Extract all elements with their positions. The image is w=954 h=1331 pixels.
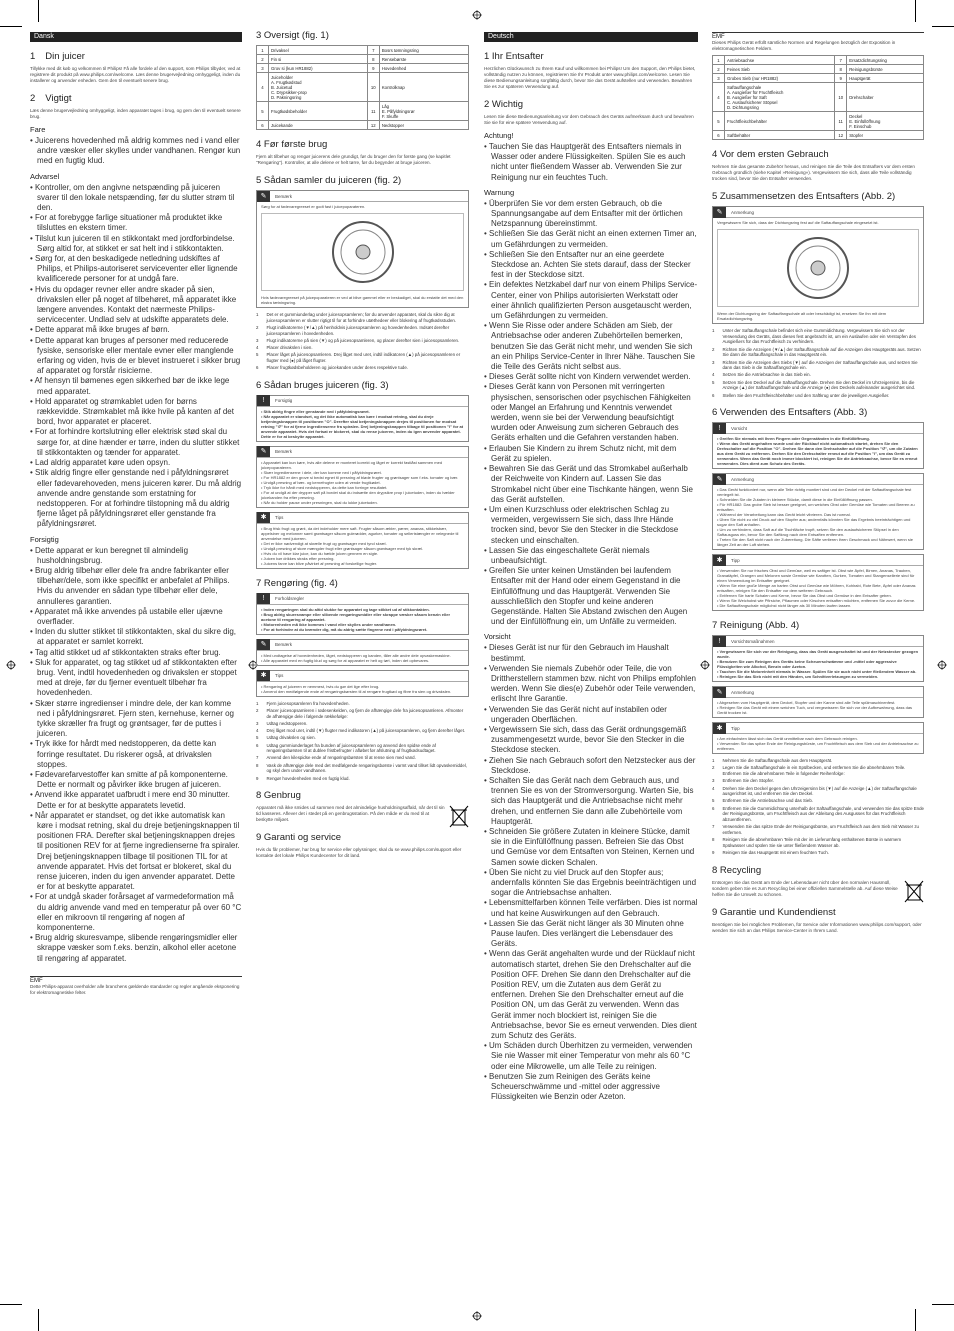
list-item: • Für HR1882: Das grobe Sieb ist besser geeignet, um weiches Obst oder Gemüse wie Tomaten und Beeren zu entsaften. (717, 502, 915, 513)
tip-icon: ✱ (257, 512, 270, 523)
list-item: • Rengøring af juiceren er nemmest, hvis du gør det lige efter brug. (261, 683, 380, 689)
list-item: • Tryk ikke for hårdt med nedstopperen, da dette kan forringe resultatet. Du riskerer også, at drivakslen stoppes. (30, 739, 242, 770)
note-box: ✎ Anmerkung Vergewissern Sie sich, dass der Dichtungsring fest auf die Saftauffangschale eingesetzt ist. Wenn der Dichtungsring der Saftauffangschale alt oder beschädigt ist, ersetzen Sie ihn mit dem Ersatzdichtungsring. (712, 206, 924, 324)
list-item: • Stik aldrig fingre eller genstande ned i påfyldningsrøret eller fødevarehoveden, mens juiceren kører. Du må aldrig anvende andre genstande som erstatning for nedstopperen. For at forhindre tilstopning må du aldrig fjerne låget på påfyldningsrøret eller genstande fra påfyldningsrøret. (30, 468, 242, 529)
part-number: 1 (713, 56, 725, 65)
part-number: 9 (835, 74, 847, 83)
part-number: 12 (835, 131, 847, 140)
list-item: • Schließen Sie den Entsafter nur an eine geerdete Steckdose an. Achten Sie stets darauf, dass der Stecker fest in der Steckdose sitzt. (484, 250, 698, 281)
table-row (713, 112, 924, 131)
table-row (713, 74, 924, 83)
table-row (713, 65, 924, 74)
section-heading: 5 Sådan samler du juiceren (fig. 2) (256, 175, 402, 186)
part-name: Bosrs tømningsring (379, 46, 468, 55)
list-item: • Bewahren Sie das Gerät und das Stromkabel außerhalb der Reichweite von Kindern auf. Lassen Sie das Stromkabel nicht über eine Tischkante hängen, wenn Sie das Gerät aufstellen. (484, 464, 698, 505)
table-row (713, 131, 924, 140)
part-name: Fin si (269, 55, 368, 64)
part-number: 9 (367, 64, 379, 73)
list-item: • Lebensmittelfarben können Teile verfärben. Dies ist normal und hat keine Auswirkungen auf den Gebrauch. (484, 898, 698, 918)
pencil-icon: ✎ (257, 446, 270, 457)
list-item: • Tryk ikke for hårdt med nedstopperen, da dette kan forringe resultatet. (261, 484, 388, 490)
part-name: Stopfer (847, 131, 924, 140)
list-item: • Brug aldrig skuresvampe, slibende rengøringsmidler eller skrappe væsker som f.eks. benzin, alkohol eller acetone til rengøring af apparatet. (30, 933, 242, 964)
list-item: • Tag altid stikket ud af stikkontakten straks efter brug. (30, 648, 242, 658)
list-item: • Juicen bør drikkes straks efter presning. (261, 555, 335, 561)
part-number: 3 (713, 74, 725, 83)
list-item: • Üben Sie nicht zu viel Druck auf den Stopfer aus; andernfalls könnten Sie das Ergebnis beeinträchtigen und sogar die Antriebsachse anhalten. (484, 868, 698, 899)
part-number: 10 (367, 73, 379, 102)
step-item: 5 Entfernen Sie die Antriebsachse und das Sieb. (712, 798, 814, 804)
list-item: • Treten Sie den Saft nicht nach der Zubereitung. Die Säfte verlieren ihren Geschmack und Nährwert, wenn sie länger Zeit an der Luft stehen. (717, 537, 913, 548)
part-number: 6 (257, 121, 269, 130)
step-item: 2 Placer juicesopsamleren i rødesenkelden, og fjern de afhængige dele fra juicesopsamleren. Afmonter de afhængige dele i følgende rækkefølge: (256, 708, 464, 719)
list-item: • Apparatet kan kun køre, hvis alle delene er monteret korrekt og låget er korrekt fastlåst sammen med juicepoparateren. (261, 459, 443, 470)
list-item: • Abgesehen vom Hauptgerät, dem Deckel, Stopfer und der Kanne sind alle Teile spülmaschinenfest. (717, 700, 896, 706)
part-name: Grobes Sieb (nur HR1882) (725, 74, 835, 83)
parts-table (712, 55, 924, 140)
list-item: • Um Schäden durch Überhitzen zu vermeiden, verwenden Sie nie Wasser mit einer Temperatur von mehr als 60 °C oder eine Mikrowelle, um alle Teile zu reinigen. (484, 1041, 698, 1072)
list-item: • Tauchen Sie das Hauptgerät des Entsafters niemals in Wasser oder andere Flüssigkeiten. Spülen Sie es auch nicht unter fließendem Wasser ab. Verwenden Sie zur Reinigung nur ein feuchtes Tuch. (484, 142, 698, 183)
pencil-icon: ✎ (257, 191, 270, 202)
list-item: • Benutzen Sie zum Reinigen des Geräts keine Scheuerschwämme und -mittel oder aggressive Flüssigkeiten wie Alkohol, Benzin oder Azeton. (717, 659, 897, 670)
step-item: 3 Udtag nedstopperen. (256, 720, 308, 726)
list-item: • Brug aldrig skuresvampe eller slibende rengøringsmidler eller skrappe væsker såsom benzin eller acetone til rengøring af apparatet. (261, 611, 451, 622)
list-item: • Med undtagelse af hovedenheden, låget, nedstopperen og kanden, tåler alle andre dele opvaskemaskine. (261, 652, 451, 658)
warning-icon: ! (713, 636, 726, 647)
list-item: • Apparatet må ikke anvendes på ustabile eller ujævne overflader. (30, 607, 242, 627)
list-item: • Vergewissern Sie sich, dass das Gerät ordnungsgemäß zusammengesetzt wurde, bevor Sie den Stecker in die Steckdose stecken. (484, 725, 698, 756)
part-number: 8 (367, 55, 379, 64)
list-item: • Inden du slutter stikket til stikkontakten, skal du sikre dig, at apparatet er samlet korrekt. (30, 627, 242, 647)
step-item: 1 Nehmen Sie die Saftauffangschale aus dem Hauptgerät. (712, 758, 833, 764)
pencil-icon: ✎ (713, 474, 726, 485)
part-name: Feines Sieb (725, 65, 835, 74)
assembly-steps (712, 328, 924, 398)
tip-icon: ✱ (713, 723, 726, 734)
section-text: Benötigen Sie bei möglichen Problemen, für Service oder Informationen www.philips.com/support, oder wenden Sie sich an das Philips Service-Center in Ihrem Land. (712, 921, 922, 933)
cleaning-steps (712, 758, 924, 856)
part-name: Kontrolknap (379, 73, 468, 102)
warning-icon: ! (257, 593, 270, 604)
part-name: Drivaksel (269, 46, 368, 55)
section-heading: 1 Ihr Entsafter (484, 51, 544, 62)
seal-ring-figure (717, 229, 919, 307)
step-item: 1 Unter der Saftauffangschale befindet sich eine Gummidichtung. Vergewissern Sie sich vor der Verwendung des Geräts, dass dieses fest angebracht ist, um ein Auslaufen oder ein Verstopfen des Ausgießers für das Fruchtfleisch zu verhindern. (712, 328, 917, 345)
step-item: 5 Udtag drivakslen og sien. (256, 735, 316, 741)
column-danish-1 (30, 0, 242, 996)
part-name: Saftbehälter (725, 131, 835, 140)
list-item: • Dette apparat må ikke bruges af børn. (30, 325, 242, 335)
section-text: Herzlichen Glückwunsch zu Ihrem Kauf und willkommen bei Philips! Um den Support, den Philips bietet, vollständig nutzen zu können, registrieren Sie Ihr Produkt unter www.philips.com/welcome. Lesen Sie diese Bedienungsanleitung sorgfältig durch, bevor Sie das Gerät aufstellen und verwenden. Bewahren Sie es zur späteren Verwendung auf. (484, 66, 696, 89)
step-item: 4 Placer drivakslen i sien. (256, 345, 313, 351)
step-item: 2 Richten Sie die Anzeigen (▼/▲) der Saftauffangschale auf die Anzeigen des Hauptgeräts aus. Setzen Sie dann die Saftauffangschale in das Hauptgerät ein. (712, 346, 921, 358)
registration-mark-icon (700, 660, 710, 670)
step-item: 8 Vask de afhængige dele med det medfølgende rengøringsbørste i varmt vand tillset lidt opvaskemiddel, og skyl dem under vandhanen. (256, 762, 467, 774)
caution-list (484, 643, 698, 1102)
crop-mark (0, 26, 22, 27)
step-item: 5 Placer låget på juicesopsamleren. Drej låget med uret, indtil indikatoren (▲) på juicesopsamleren er flugter med (●) på låget flugter. (256, 352, 461, 363)
list-item: • Verwenden Sie das Gerät nicht auf instabilen oder ungeraden Oberflächen. (484, 705, 698, 725)
list-item: • Greifen Sie unter keinen Umständen bei laufendem Entsafter mit der Hand oder einem Gegenstand in die Einfüllöffnung und das Hauptgerät. Verwenden Sie ausschließlich den Stopfer und keine anderen Gegenstände. Halten Sie Abstand zwischen den Augen und der Einfüllöffnung ein, um Unfälle zu vermeiden. (484, 566, 698, 627)
step-item: 3 Entfernen Sie den Stopfer. (712, 778, 774, 784)
part-number: 11 (835, 112, 847, 131)
list-item: • Reinigen Sie das Gerät mit einem weichen Tuch, und vergewissern Sie sich vor der Aufbewahrung, dass das Gerät trocken ist. (717, 705, 913, 716)
list-item: • Skær større ingredienser i mindre dele, der kan komme ned i påfyldningsrøret. Fjern sten, kernehuse, kerner og tykke skræller fra frugt og grøntsager, før de puttes i juiceren. (30, 699, 242, 740)
step-item: 6 Entfernen Sie die Gummidichtung unterhalb der Saftauffangschale, und verwenden Sie das spitze Ende der Reinigungsbürste, um Fruchtfleisch aus der Ableitung des Ausgusses für das Fruchtfleisch abzuentfernen. (712, 805, 924, 823)
registration-mark-icon (472, 1311, 482, 1321)
part-name: Rensebørste (379, 55, 468, 64)
crop-mark (915, 1309, 916, 1331)
list-item: • Wenn das Gerät angehalten wurde und der Rücklauf nicht automatisch startet, drehen Sie den Drehschalter auf die Position OFF. Drehen Sie dann den Drehschalter auf die Position REV, um die Zutaten aus dem Gerät zu entfernen. Drehen Sie den Drehschalter erneut auf die Position ON, um das Gerät zu verwenden. Wenn das Gerät immer noch blockiert ist, reinigen Sie die Antriebsachse, bevor Sie es erneut verwenden. Dies dient zum Schutz des Geräts. (484, 949, 698, 1041)
list-item: • For at undgå at der drypper saft på bordet skal du indsætte den drypsikre prop i juicetuden, inden du hælder juicekanden fra efter presning. (261, 489, 455, 500)
list-item: • Når du holder pause under presningen, skal du lukke juicetuden. (261, 499, 378, 505)
part-name: Reinigungsbürste (847, 65, 924, 74)
list-item: • Verwenden Sie nur frisches Obst und Gemüse, weil es saftiger ist. Obst wie Äpfel, Birnen, Ananas, Trauben, Granatäpfel, Orangen und Melonen sowie Gemüse wie Karotten, Gurken, Tomaten und Stangensellerie sind für einen Verwendung im Entsafter geeignet. (717, 568, 915, 584)
part-name: Låg E. Påfyldningsrør F. Skuffe (379, 102, 468, 121)
step-item: 9 Reinigen Sie das Hauptgerät mit einem feuchten Tuch. (712, 850, 829, 856)
part-number: 4 (257, 73, 269, 102)
list-item: • Af hensyn til bømenes egen sikkerhed bør de ikke lege med apparatet. (30, 376, 242, 396)
list-item: • Erlauben Sie Kindern zu ihrem Schutz nicht, mit dem Gerät zu spielen. (484, 444, 698, 464)
recycle-bin-icon (904, 880, 924, 904)
section-heading: 3 Oversigt (fig. 1) (256, 30, 329, 41)
part-number: 1 (257, 46, 269, 55)
section-text: Læs denne brugervejledning omhyggeligt, inden apparatet tages i brug, og gem den til eventuelt senere brug. (30, 108, 241, 119)
section-heading: 5 Zusammensetzen des Entsafters (Abb. 2) (712, 191, 896, 202)
language-tab: Deutsch (484, 32, 698, 42)
list-item: • Vergewissern Sie sich vor der Reinigung, dass das Gerät ausgeschaltet ist und der Netzstecker gezogen wurde. (717, 649, 919, 660)
registration-mark-icon (6, 660, 16, 670)
list-item: • Schneiden Sie die Zutaten in kleinere Stücke, damit diese in die Einfüllöffnung passen. (717, 497, 873, 503)
list-item: • Wenn Sie Weichobst wie Pfirsiche, Pflaumen oder Kirschen entsaften möchten, entfernen Sie zuvor die Kerne. (717, 598, 916, 604)
column-german-1 (484, 0, 698, 1102)
list-item: • Um zu verhindern, dass Saft auf die Tischfläche tropft, setzen Sie den auslaufsicheren Stöpsel in den Saftausguss ein, bevor Sie den Saftkrug nach dem Entsaften entfernen. (717, 527, 899, 538)
step-item: 9 Rengør hovedenheden med en fugtig klud. (256, 775, 350, 781)
warning-list (484, 199, 698, 628)
caution-box: ! Vorsicht • Greifen Sie niemals mit Ihren Fingern oder Gegenständen in die Einfüllöffnung. • Wenn das Gerät angehalten wurde und der Rücklauf nicht automatisch startet, drehen Sie den Drehschalter auf die Position "O". Drehen Sie dann den Drehschalter auf die Position "↺", um die Zutaten aus dem Gerät zu entfernen. Drehen Sie den Drehschalter erneut auf die Position "I", um das Gerät zu verwenden. Wenn das Gerät noch immer blockiert ist, reinigen Sie die Antriebsachse, bevor Sie es erneut verwenden. Dies dient zum Schutz des Geräts. (712, 422, 924, 469)
part-number: 2 (713, 65, 725, 74)
list-item: • Überprüfen Sie vor dem ersten Gebrauch, ob die Spannungsangabe auf dem Entsafter mit der örtlichen Netzspannung übereinstimmt. (484, 199, 698, 230)
part-number: 5 (713, 112, 725, 131)
tip-box: ✱ Tipp • Am einfachsten lässt sich das Gerät unmittelbar nach dem Gebrauch reinigen. • Verwenden Sie das spitze Ende der Reinigungsbürste, um Fruchtfleisch aus dem Sieb und der Antriebsachse zu entfernen. (712, 722, 924, 754)
list-item: • Wenn Sie eine große Menge an harten Obst und Gemüse wie Möhren, Kohlrabi, Rote Bete, Äpfel oder Ananas entsaften, reinigen Sie den Entsafter vor dem weiteren Gebrauch. (717, 583, 916, 594)
emf-text: Dette Philips-apparat overholder alle branchens gældende standarder og regler angående eksponering for elektromagnetiske felter. (30, 983, 240, 995)
step-item: 6 Udtag gummiunderlaget fra bunden af juicesopsamleren og anvend den spidse ende af rengøringsbørsten til at dublee fristbefrugter i afløbet før afslutning af frugtkødsudtaget. (256, 742, 436, 754)
list-item: • Dieses Gerät kann von Personen mit verringerten physischen, sensorischen oder psychischen Fähigkeiten oder Mangel an Erfahrung und Kenntnis verwendet werden, wenn sie bei der Verwendung beaufsichtigt wurden oder Anweisung zum sicheren Gebrauch des Geräts erhalten und die Gefahren verstanden haben. (484, 382, 698, 443)
note-box: ✎ Anmerkung • Abgesehen vom Hauptgerät, dem Deckel, Stopfer und der Kanne sind alle Teile spülmaschinenfest. • Reinigen Sie das Gerät mit einem weichen Tuch, und vergewissern Sie sich vor der Aufbewahrung, dass das Gerät trocken ist. (712, 686, 924, 718)
step-item: 5 Setzen Sie den Deckel auf die Saftauffangschale. Drehen Sie den Deckel im Uhrzeigersinn, bis die Anzeige (▲) der Saftauffangschale und die Anzeige (●) des Deckels aufeinander ausgerichtet sind. (712, 379, 916, 391)
list-item: • Üben Sie nicht zu viel Druck auf den Stopfer aus; andernfalls könnten Sie das Ergebnis beeinträchtigen und sogar den Saft anhalten. (717, 517, 911, 528)
list-item: • Sluk for apparatet, og tag stikket ud af stikkontakten efter brug. Vent, indtil hovedenheden og drivakslen er stoppet med at dreje, før du fjerner eventuelt tilbehør fra hovedenheden. (30, 658, 242, 699)
crop-mark (38, 1309, 39, 1331)
note-box: ✎ Bemærk Sørg for at fødevaregreeset er godt fast i juicepoparateren. Hvis fødevaregreeset på juicepoparateren er ved at blive gammel eller er beskadiget, skal du erstatte det med den ekstra tætningsring. (256, 190, 469, 308)
table-row (257, 121, 469, 130)
pencil-icon: ✎ (257, 639, 270, 650)
tip-icon: ✱ (257, 670, 270, 681)
crop-mark (0, 1304, 22, 1305)
registration-mark-icon (472, 10, 482, 20)
caution-box: ! Vorsichtsmaßnahmen • Vergewissern Sie sich vor der Reinigung, dass das Gerät ausgeschaltet ist und der Netzstecker gezogen wurde. • Benutzen Sie zum Reinigen des Geräts keine Scheuerschwämme und -mittel oder aggressive Flüssigkeiten wie Alkohol, Benzin oder Azeton. • Tauchen Sie die Motoreinheit niemals in Wasser. Spülen Sie sie auch nicht unter fließendem Wasser ab. • Reinigen Sie das Sieb nicht mit den Händen, um Schnittverletzungen zu vermeiden. (712, 635, 924, 682)
part-name: Saftauffangschale A. Ausgießer für Fruchtfleisch B. Ausgießer für Saft C. Auslaufsicherer Stöpsel D. Dichtungsring (725, 83, 835, 112)
step-item: 4 Setzen Sie die Antriebsachse in das Sieb ein. (712, 372, 811, 378)
section-heading: 7 Rengøring (fig. 4) (256, 577, 338, 589)
tip-box: ✱ Tips • Brug frisk frugt og grønt, da det indeholder mere saft. Frugter såsom æbler, pærer, ananas, stikkelsbær, appelsiner og melonner samt grøntsager såsom gulerødder, agurker, tomater og selleristængler er velegnede til anvendelse med juiceren. • Det er ikke nødvendigt at skrælle frugt og grøntsager med tynd skræl. • Undgå presning af store mængder frugt eller grøntsager såsom grøntsager med tyk skræl. • Hvis du vil have klar juice, kan du hælde juicen gennem en sigte. • Juicen bør drikkes straks efter presning. • Juicens farve kan blive påvirket af presning af forskellige frugter. (256, 512, 469, 569)
table-row (257, 46, 469, 55)
list-item: • Hold apparatet og strømkablet uden for børns rækkevidde. Strømkablet må ikke hvile på kanten af det bord, hvor apparatet er placeret. (30, 397, 242, 428)
section-heading: 6 Verwenden des Entsafters (Abb. 3) (712, 407, 868, 419)
list-item: • Während der Verarbeitung kann das Gerät leicht vibrieren. Das ist normal. (717, 512, 851, 518)
list-item: • Um einen Kurzschluss oder elektrischen Schlag zu vermeiden, vergewissern Sie sich, dass Ihre Hände trocken sind, bevor Sie den Stecker in die Steckdose stecken und einschalten. (484, 505, 698, 546)
list-item: • Dieses Gerät sollte nicht von Kindern verwendet werden. (484, 372, 698, 382)
part-number: 12 (367, 121, 379, 130)
list-item: • Brug frisk frugt og grønt, da det indeholder mere saft. Frugter såsom æbler, pærer, ananas, stikkelsbær, appelsiner og melonner samt grøntsager såsom gulerødder, agurker, tomater og selleristængler er velegnede til anvendelse med juiceren. (261, 525, 459, 541)
step-item: 6 Stellen Sie den Fruchtfleischbehälter und den Saftkrug unter die jeweiligen Ausgießer. (712, 392, 890, 398)
part-name: Nedstopper (379, 121, 468, 130)
part-number: 11 (367, 102, 379, 121)
section-text: Hvis du får problemer, har brug for service eller oplysninger, skal du se www.philips.com/support eller kontakte det lokale Philips Kundecenter for dit land. (256, 847, 462, 859)
list-item: • Kontroller, om den angivne netspænding på juiceren svarer til den lokale netspænding, før du slutter strøm til den. (30, 183, 242, 214)
tip-icon: ✱ (713, 555, 726, 566)
list-item: • Tauchen Sie die Motoreinheit niemals in Wasser. Spülen Sie sie auch nicht unter fließendem Wasser ab. (717, 669, 917, 675)
part-number: 7 (835, 56, 847, 65)
section-heading: 1 Din juicer (30, 51, 85, 62)
part-name: Fruchtfleischbehälter (725, 112, 835, 131)
list-item: • Schneiden Sie größere Zutaten in kleinere Stücke, damit sie in die Einfüllöffnung passen. Befreien Sie das Obst und Gemüse vor dem Entsaften von Steinen, Kernen und Samen sowie dicken Schalen. (484, 827, 698, 868)
subheading-caution: Forsigtig (30, 534, 59, 544)
caution-box: ! Forsigtig • Stik aldrig fingre eller genstande ned i påfyldningsrøret. • Når apparatet er standset, og det ikke automatisk kan køre i modsat retning, skal du dreje betjeningsknappen til positionen "O". Derefter skal betjeningsknappen drejes til positionen for modsat retning "↺" for at fjerne ingredienserne fra spiralen. Drej betjeningsknappen tilbage til positionen "I" for at anvende apparatet. Hvis det fortsat er blokeret, skal du rense juiceren, inden du igen anvender apparatet. Dette er for at beskytte apparatet. (256, 395, 469, 442)
list-item: • Sørg for, at den beskadigede netledning udskiftes af Philips, et Philips-autoriseret serviceventer eller lignende kvalificerede personer for at undgå fare. (30, 254, 242, 285)
list-item: • Fødevarefarvestoffer kan smitte af på komponenterne. Dette er normalt og påvirker ikke brugen af juiceren. (30, 770, 242, 790)
part-name: Hovedenhed (379, 64, 468, 73)
table-row (257, 102, 469, 121)
part-name: Deckel E. Einfüllöffnung F. Einschub (847, 112, 924, 131)
list-item: • Stik aldrig fingre eller genstande ned i påfyldningsrøret. (261, 408, 370, 414)
part-number: 7 (367, 46, 379, 55)
list-item: • For at forebygge farlige situationer må produktet ikke tilsluttes en ekstern timer. (30, 213, 242, 233)
part-name: Hauptgerät (847, 74, 924, 83)
pencil-icon: ✎ (713, 207, 726, 218)
table-row (257, 64, 469, 73)
assembly-steps (256, 312, 469, 371)
part-name: Ersatzdichtungsring (847, 56, 924, 65)
section-heading: 2 Wichtig (484, 99, 524, 110)
section-heading: 4 Før første brug (256, 139, 328, 150)
list-item: • Die Saftauffangschale möglichst nicht länger als 30 Minuten laufen lassen. (717, 603, 852, 609)
part-number: 5 (257, 102, 269, 121)
step-item: 4 Drehen Sie den Deckel gegen den Uhrzeigersinn bis (▼) auf die Anzeige (▲) der Saftauffangschale ausgerichtet ist, und entfernen Sie den Deckel. (712, 785, 917, 797)
note-box: ✎ Bemærk • Med undtagelse af hovedenheden, låget, nedstopperen og kanden, tåler alle andre dele opvaskemaskine. • Alle apparatet med en fugtig klud og sørg for at apparatet er helt og tørt, inden det opbevares. (256, 639, 469, 666)
list-item: • Am einfachsten lässt sich das Gerät unmittelbar nach dem Gebrauch reinigen. (717, 736, 858, 742)
part-number: 4 (713, 83, 725, 112)
emf-label: EMF (30, 976, 242, 984)
list-item: • Entfernen Sie harte Schalen und Kerne, bevor Sie das Obst und Gemüse in den Entsafter geben. (717, 593, 892, 599)
table-row (257, 73, 469, 102)
list-item: • Ziehen Sie nach Gebrauch sofort den Netzstecker aus der Steckdose. (484, 756, 698, 776)
part-number: 3 (257, 64, 269, 73)
pencil-icon: ✎ (713, 687, 726, 698)
section-heading: 6 Sådan bruges juiceren (fig. 3) (256, 379, 389, 391)
list-item: • Dette apparat kan bruges af personer med reducerede fysiske, sensoriske eller mentale evner eller manglende erfaring og viden, hvis de er blevet instrueret i sikker brug af apparatet og forstår risicierne. (30, 336, 242, 377)
subheading-caution: Vorsicht (484, 632, 511, 642)
step-item: 1 Det er et gummiunderlag under juicesopsamleren; før du anvender apparatet, skal du sikre dig at juicesopsamleren er slutter rigtigt til for at forhindre utæthedeer eller blokering af frugtkødsstuden. (256, 312, 457, 323)
list-item: • Benutzen Sie zum Reinigen des Geräts keine Scheuerschwämme und -mittel oder aggressive Flüssigkeiten wie Benzin oder Azeton. (484, 1072, 698, 1103)
list-item: • Lassen Sie das Gerät nicht länger als 30 Minuten ohne Pause laufen. Dies verlängert die Lebensdauer des Geräts. (484, 919, 698, 950)
table-row (713, 56, 924, 65)
table-row (713, 83, 924, 112)
section-heading: 8 Genbrug (256, 790, 301, 802)
column-danish-2 (256, 0, 469, 859)
list-item: • Das Gerät funktioniert nur, wenn alle Teile richtig montiert sind und der Deckel mit der Saftauffangschale fest verriegelt ist. (717, 487, 912, 498)
seal-ring-figure (261, 213, 464, 291)
step-item: 7 Verwenden Sie das spitze Ende der Reinigungsbürste, um Fruchtfleisch aus dem Sieb mit Wasser zu entfernen. (712, 824, 919, 835)
list-item: • Undgå presning af bær- og kernefrugter uden at vende frugtkødet. (261, 479, 381, 485)
list-item: • For at forhindre at du brænder dig, må du aldrig sætte fingrene ned i påfyldningsrøret. (261, 626, 428, 632)
subheading-danger: Achtung! (484, 131, 514, 140)
list-item: • Schließen Sie das Gerät nicht an einen externen Timer an, um Gefährdungen zu vermeiden. (484, 229, 698, 249)
step-item: 6 Placer frugtkødsbeholderen og juicekanden under deres respektive tude. (256, 365, 409, 371)
tip-box: ✱ Tips • Rengøring af juiceren er nemmest, hvis du gør det lige efter brug. • Anvend den medfølgende ende af rengøringsbørsten til at rengøre frugtkød og fibre fra sien og drivakslen. (256, 670, 469, 697)
list-item: • For at forhindre kortslutning eller elektrisk stød skal du sørge for, at dine hænder er tørre, inden du slutter stikket til stikkontakten og tænder for apparatet. (30, 427, 242, 458)
section-heading: 4 Vor dem ersten Gebrauch (712, 149, 829, 160)
list-item: • Skær ingredienserne i dele, der kan komme ned i påfyldningsrøret. (261, 469, 382, 475)
recycle-bin-icon (449, 805, 469, 829)
list-item: • Undgå presning af store mængder frugt eller grøntsager såsom grøntsager med tyk skræl. (261, 545, 424, 551)
list-item: • Schalten Sie das Gerät nach dem Gebrauch aus, und trennen Sie es von der Stromversorgung. Warten Sie, bis sich das Hauptgerät und die Antriebsachse nicht mehr drehen, und entfernen Sie dann alle Zubehörteile vom Hauptgerät. (484, 776, 698, 827)
list-item: • Wenn Sie Risse oder andere Schäden am Sieb, der Antriebsachse oder anderen Zubehörteilen bemerken, benutzen Sie das Gerät nicht mehr, und wenden Sie sich an ein Philips Service-Center in Ihrer Nähe. Tauschen Sie die Teile des Geräts nicht selbst aus. (484, 321, 698, 372)
cleaning-steps (256, 701, 469, 781)
part-number: 2 (257, 55, 269, 64)
list-item: • Wenn das Gerät angehalten wurde und der Rücklauf nicht automatisch startet, drehen Sie den Drehschalter auf die Position "O". Drehen Sie dann den Drehschalter auf die Position "↺", um die Zutaten aus dem Gerät zu entfernen. Drehen Sie den Drehschalter erneut auf die Position "I", um das Gerät zu verwenden. Wenn das Gerät noch immer blockiert ist, reinigen Sie die Antriebsachse, bevor Sie es erneut verwenden. Dies dient zum Schutz des Geräts. (717, 441, 918, 467)
list-item: • Motorenheden må ikke kommes i vand eller skylles under vandhanen. (261, 621, 397, 627)
list-item: • Dette apparat er kun beregnet til almindelig husholdningsbrug. (30, 546, 242, 566)
list-item: • Tilslut kun juiceren til en stikkontakt med jordforbindelse. Sørg altid for, at stikket er sat helt ind i stikkontakten. (30, 234, 242, 254)
section-heading: 9 Garantie und Kundendienst (712, 906, 836, 918)
list-item: • Verwenden Sie niemals Zubehör oder Teile, die von Drittherstellern stammen bzw. nicht von Philips empfohlen werden. Wenn Sie dies(e) Zubehör oder Teile verwenden, erlischt Ihre Garantie. (484, 664, 698, 705)
part-name: Drehschalter (847, 83, 924, 112)
section-text: Fjern alt tilbehør og rengør juicerens dele grundigt, før du bruger den for første gang (se kapitlet "Rengøring"). Kontroller, at alle delene er helt tørre, før du begynder at bruge juiceren. (256, 154, 451, 165)
section-heading: 7 Reinigung (Abb. 4) (712, 620, 800, 632)
part-number: 8 (835, 65, 847, 74)
list-item: • Når apparatet er standset, og det ikke automatisk kan køre i modsat retning, skal du dreje betjeningsknappen til positionen FRA. Derefter skal betjeningsknappen drejes til positionen REV for at fjerne ingredienserne fra spiraler. Drej betjeningsknappen tilbage til positionen TIL for at anvende apparatet. Hvis det fortsat er blokeret, skal du rense juiceren, inden du igen anvender apparatet. Dette er for at beskytte apparatet. (30, 811, 242, 893)
section-heading: 8 Recycling (712, 864, 762, 876)
table-row (257, 55, 469, 64)
language-tab: Dansk (30, 32, 242, 42)
warning-icon: ! (713, 423, 726, 434)
subheading-warning: Advarsel (30, 171, 60, 181)
warning-list (30, 183, 242, 530)
crop-mark (932, 26, 954, 27)
list-item: • For HR1882 er den grove si bedst egnet til presning af bløde frugter og grøntsager som f.eks. tomater og bær. (261, 474, 459, 480)
part-number: 10 (835, 83, 847, 112)
step-item: 7 Anvend den kilespidse ende af rengøringsbørsten til at rense sien med vand. (256, 755, 416, 761)
list-item: • Lassen Sie das eingeschaltete Gerät niemals unbeaufsichtigt. (484, 546, 698, 566)
list-item: • Juicerens hovedenhed må aldrig kommes ned i vand eller andre væsker eller skylles under vandhanen. Rengør kun med en fugtig klud. (30, 136, 242, 167)
list-item: • Juicens farve kan blive påvirket af presning af forskellige frugter. (261, 560, 378, 566)
list-item: • Hvis du opdager revner eller andre skader på sien, drivakslen eller på noget af tilbehøret, må apparatet ikke længere anvendes. Kontakt det nærmeste Philips-servicecenter. Undlad selv at udskifte apparatets dele. (30, 285, 242, 326)
section-heading: 9 Garanti og service (256, 832, 342, 844)
emf-label: EMF (712, 32, 924, 40)
list-item: • Reinigen Sie das Sieb nicht mit den Händen, um Schnittverletzungen zu vermeiden. (717, 674, 879, 680)
step-item: 2 Flugt indikatorerne (▼/▲) på henholdvis juicesopsamleren og hovedenheden. Indsæt derefter juicesopsamleren i hovedenheden. (256, 324, 450, 336)
registration-mark-icon (937, 660, 947, 670)
step-item: 8 Reinigen Sie die abnehmbaren Teile mit der im Lieferumfang enthaltenen Bürste in warmem Spülwasser und spülen Sie sie unter fließendem Wasser ab. (712, 837, 902, 848)
warning-icon: ! (257, 395, 270, 406)
subheading-warning: Warnung (484, 187, 515, 197)
section-text: Apparatet må ikke smides ud sammen med det almindelige husholdningsaffald, når det til sin tid kasseres. Aflever det i stedet på en genbrugsstation. På den måde er du med til at beskytte miljøet. (256, 805, 445, 823)
list-item: • Ein defektes Netzkabel darf nur von einem Philips Service-Center, einer von Philips autorisierten Werkstatt oder einer ähnlich qualifizierten Person ausgetauscht werden, um Gefährdungen zu vermeiden. (484, 280, 698, 321)
note-box: ✎ Anmerkung • Das Gerät funktioniert nur, wenn alle Teile richtig montiert sind und der Deckel mit der Saftauffangschale fest verriegelt ist. • Schneiden Sie die Zutaten in kleinere Stücke, damit diese in die Einfüllöffnung passen. • Für HR1882: Das grobe Sieb ist besser geeignet, um weiches Obst oder Gemüse wie Tomaten und Beeren zu entsaften. • Während der Verarbeitung kann das Gerät leicht vibrieren. Das ist normal. • Üben Sie nicht zu viel Druck auf den Stopfer aus; andernfalls könnten Sie das Ergebnis beeinträchtigen und sogar den Saft anhalten. • Um zu verhindern, dass Saft auf die Tischfläche tropft, setzen Sie den auslaufsicheren Stöpsel in den Saftausguss ein, bevor Sie den Saftkrug nach dem Entsaften entfernen. • Treten Sie den Saft nicht nach der Zubereitung. Die Säfte verlieren ihren Geschmack und Nährwert, wenn sie länger Zeit an der Luft stehen. (712, 473, 924, 550)
list-item: • Verwenden Sie das spitze Ende der Reinigungsbürste, um Fruchtfleisch aus dem Sieb und der Antriebsachse zu entfernen. (717, 741, 919, 752)
danger-list (484, 142, 698, 183)
note-box: ✎ Bemærk • Apparatet kan kun køre, hvis alle delene er monteret korrekt og låget er korrekt fastlåst sammen med juicepoparateren. • Skær ingredienserne i dele, der kan komme ned i påfyldningsrøret. • For HR1882 er den grove si bedst egnet til presning af bløde frugter og grøntsager som f.eks. tomater og bær. • Undgå presning af bær- og kernefrugter uden at vende frugtkødet. • Tryk ikke for hårdt med nedstopperen, da dette kan forringe resultatet. • For at undgå at der drypper saft på bordet skal du indsætte den drypsikre prop i juicetuden, inden du hælder juicekanden fra efter presning. • Når du holder pause under presningen, skal du lukke juicetuden. (256, 446, 469, 508)
danger-list (30, 136, 242, 167)
section-heading: 2 Vigtigt (30, 93, 72, 104)
column-german-2 (712, 0, 924, 934)
list-item: • For at undgå skader forårsaget af varmedeformation må du aldrig anvende vand med en temperatur på over 60 °C eller en mikroovn til rengøring af nogen af komponenterne. (30, 892, 242, 933)
list-item: • Alle apparatet med en fugtig klud og sørg for at apparatet er helt og tørt, inden det opbevares. (261, 657, 430, 663)
list-item: • Anvend den medfølgende ende af rengøringsbørsten til at rengøre frugtkød og fibre fra sien og drivakslen. (261, 688, 452, 694)
part-name: Grov si (kun HR1882) (269, 64, 368, 73)
list-item: • Hvis du vil have klar juice, kan du hælde juicen gennem en sigte. (261, 550, 379, 556)
list-item: • Dieses Gerät ist nur für den Gebrauch im Haushalt bestimmt. (484, 643, 698, 663)
step-item: 3 Flugt indikatorerne på sien (▼) og på juicesopsamleren, og placer derefter sien i juicesopsamleren. (256, 337, 460, 343)
part-name: Juiceholder A. Frugtkødstud B. Juicetud C. Drypsikker-prop D. Pakningsring (269, 73, 368, 102)
part-name: Frugtkødsbeholder (269, 102, 368, 121)
section-text: Tillykke med dit køb og velkommen til Philips! Få alle fordele af den support, som Philips tilbyder, ved at registrere dit produkt på www.philips.com/welcome. Læs denne brugervejledning omhyggeligt, inden du installerer og anvender enheden. Gem den til eventuelt senere brug. (30, 66, 241, 83)
list-item: • Anvend ikke apparatet uafbrudt i mere end 30 minutter. Dette er for at beskytte apparatets levetid. (30, 790, 242, 810)
list-item: • Greifen Sie niemals mit Ihren Fingern oder Gegenständen in die Einfüllöffnung. (717, 436, 870, 442)
list-item: • Det er ikke nødvendigt at skrælle frugt og grøntsager med tynd skræl. (261, 540, 387, 546)
emf-text: Dieses Philips Gerät erfüllt sämtliche Normen und Regelungen bezüglich der Exposition in elektromagnetischen Feldern. (712, 40, 896, 51)
step-item: 2 Legen Sie die Saftauffangschale in ein Spülbecken, und entfernen Sie die abnehmbaren Teile. Entfernen Sie die abnehmbaren Teile in folgender Reihenfolge: (712, 765, 906, 777)
list-item: • Når apparatet er standset, og det ikke automatisk kan køre i modsat retning, skal du dreje betjeningsknappen til positionen "O". Derefter skal betjeningsknappen drejes til positionen for modsat retning "↺" for at fjerne ingredienserne fra spiralen. Drej betjeningsknappen tilbage til positionen "I" for at anvende apparatet. Hvis det fortsat er blokeret, skal du rense juiceren, inden du igen anvender apparatet. Dette er for at beskytte apparatet. (261, 413, 464, 439)
section-text: Entsorgen Sie das Gerät am Ende der Lebensdauer nicht über den normalen Hausmüll, sondern geben Sie es zum Recycling bei einer offiziellen Sammelstelle ab. Auf diese Weise helfen Sie die Umwelt zu schonen. (712, 879, 898, 897)
parts-table (256, 45, 469, 130)
part-number: 6 (713, 131, 725, 140)
step-item: 1 Fjern juicesopsamleren fra hovedenheden. (256, 700, 350, 706)
list-item: • Brug aldrig tilbehør eller dele fra andre fabrikanter eller tilbehør/dele, som ikke specifikt er anbefalet af Philips. Hvis du anvender en sådan type tilbehør eller dele, annulleres garantien. (30, 566, 242, 607)
caution-box: ! Forholdsregler • Inden rengøringen skal du altid slukke for apparatet og tage stikket ud af stikkontakten. • Brug aldrig skuresvampe eller slibende rengøringsmidler eller skrappe væsker såsom benzin eller acetone til rengøring af apparatet. • Motorenheden må ikke kommes i vand eller skylles under vandhanen. • For at forhindre at du brænder dig, må du aldrig sætte fingrene ned i påfyldningsrøret. (256, 593, 469, 635)
section-text: Lesen Sie diese Bedienungsanleitung vor dem Gebrauch des Geräts aufmerksam durch und bewahren Sie sie für eine spätere Verwendung auf. (484, 114, 694, 125)
list-item: • Lad aldrig apparatet køre uden opsyn. (30, 458, 242, 468)
step-item: 3 Richten Sie die Anzeigen des Siebs (▼) auf die Anzeigen der Saftauffangschale aus, und setzen Sie dann das Sieb in die Saftauffangschale ein. (712, 359, 918, 371)
section-text: Nehmen Sie das gesamte Zubehör heraus, und reinigen Sie die Teile des Entsafters vor dem ersten Gebrauch gründlich (siehe Kapitel »Reinigung«). Vergewissern Sie sich, dass alle Teile vollständig trocken sind, bevor Sie den Entsafter verwenden. (712, 164, 915, 181)
part-name: Juicekande (269, 121, 368, 130)
tip-box: ✱ Tipp • Verwenden Sie nur frisches Obst und Gemüse, weil es saftiger ist. Obst wie Äpfel, Birnen, Ananas, Trauben, Granatäpfel, Orangen und Melonen sowie Gemüse wie Karotten, Gurken, Tomaten und Stangensellerie sind für einen Verwendung im Entsafter geeignet. • Wenn Sie eine große Menge an harten Obst und Gemüse wie Möhren, Kohlrabi, Rote Bete, Äpfel oder Ananas entsaften, reinigen Sie den Entsafter vor dem weiteren Gebrauch. • Entfernen Sie harte Schalen und Kerne, bevor Sie das Obst und Gemüse in den Entsafter geben. • Wenn Sie Weichobst wie Pfirsiche, Pflaumen oder Kirschen entsaften möchten, entfernen Sie zuvor die Kerne. • Die Saftauffangschale möglichst nicht länger als 30 Minuten laufen lassen. (712, 554, 924, 611)
part-name: Antriebsachse (725, 56, 835, 65)
caution-list (30, 546, 242, 964)
crop-mark (932, 1304, 954, 1305)
step-item: 4 Drej låget mod uret, indtil (▼) flugter med indikatoren (▲) på juicesopsamleren, og fjern derefter låget. (256, 728, 466, 734)
subheading-danger: Fare (30, 125, 46, 134)
list-item: • Inden rengøringen skal du altid slukke for apparatet og tage stikket ud af stikkontakten. (261, 606, 430, 612)
